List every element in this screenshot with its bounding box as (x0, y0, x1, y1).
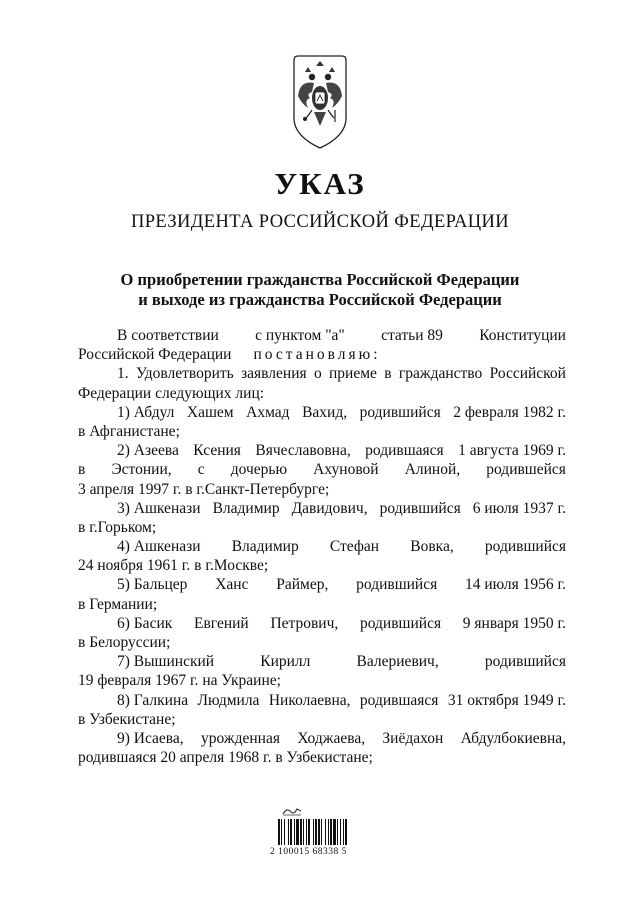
decree-text-segment: 7) Вышинский (117, 653, 215, 671)
decree-text-segment: с пунктом "а" (255, 327, 345, 344)
decree-text-segment: 9 января 1950 г. (462, 614, 566, 632)
decree-text-segment: 5) Бальцер (117, 576, 188, 594)
document-title: УКАЗ (274, 166, 366, 201)
decree-text-segment: Вячеславовна, (255, 442, 351, 460)
decree-text-segment: родившаяся (365, 442, 444, 460)
decree-text-line (78, 729, 566, 748)
decree-text-segment: 2 февраля 1982 г. (453, 403, 566, 421)
decree-body (78, 326, 566, 767)
decree-text-segment: 3 апреля 1997 г. в г.Санкт-Петербурге; (78, 480, 330, 498)
decree-text-line (78, 480, 566, 499)
decree-text-segment: в Узбекистане; (78, 710, 176, 728)
decree-text-line (78, 575, 566, 594)
decree-text-segment: в (78, 461, 86, 479)
decree-text-segment: родившаяся 20 апреля 1968 г. в Узбекистане; (78, 749, 373, 767)
decree-text-segment: родившийся (484, 538, 566, 556)
decree-text-segment: родившийся (359, 403, 441, 421)
decree-text-segment: 1 августа 1969 г. (458, 442, 566, 460)
decree-text-segment: Ахмад (246, 403, 290, 421)
decree-text-segment: 3) Ашкенази (117, 499, 201, 517)
decree-text-line (78, 556, 566, 575)
decree-text-segment: 31 октября 1949 г. (447, 691, 566, 709)
decree-text-segment: родившийся (379, 499, 461, 517)
state-emblem-icon (288, 52, 352, 152)
decree-text-line (78, 652, 566, 671)
decree-text-line (78, 537, 566, 556)
decree-text-segment: 1) Абдул (117, 403, 175, 421)
decree-text-segment: Евгений (194, 614, 249, 632)
decree-text-line (78, 671, 566, 690)
decree-text-segment: Ханс (215, 576, 249, 594)
registration-mark-icon (282, 806, 302, 816)
decree-text-segment: в (384, 365, 392, 383)
decree-text-segment: 14 июля 1956 г. (465, 576, 566, 594)
decree-text-segment: 4) Ашкенази (117, 538, 201, 556)
decree-text-line (78, 710, 566, 729)
decree-text-segment: 2) Азеева (117, 442, 179, 460)
decree-text-line (78, 326, 566, 345)
decree-text-segment: Давидович, (291, 499, 368, 517)
decree-text-segment: родившийся (484, 653, 566, 671)
decree-text-segment: Удовлетворить (135, 365, 234, 383)
decree-text-segment: Людмила (197, 691, 260, 709)
decree-text-segment: приеме (329, 365, 377, 383)
decree-text-segment: Конституции (479, 327, 566, 344)
decree-text-segment: 9) Исаева, (117, 729, 184, 747)
decree-text-segment: в г.Горьком; (78, 518, 157, 536)
document-subtitle: ПРЕЗИДЕНТА РОССИЙСКОЙ ФЕДЕРАЦИИ (130, 212, 510, 232)
decree-text-line (78, 633, 566, 652)
decree-text-segment: дочерью (230, 461, 288, 479)
decree-text-segment: Владимир (231, 538, 299, 556)
decree-text-segment: Абдулбокиевна, (460, 729, 566, 747)
decree-text-segment: Вовка, (410, 538, 454, 556)
decree-text-line (78, 345, 566, 364)
decree-text-segment: 6 июля 1937 г. (472, 499, 566, 517)
decree-text-segment: Зиёдахон (382, 729, 444, 747)
decree-text-line (78, 499, 566, 518)
decree-text-line (78, 460, 566, 479)
decree-text-segment: Федерации следующих лиц: (78, 384, 265, 402)
decree-text-segment: Ксения (193, 442, 241, 460)
decree-text-segment: Алиной, (404, 461, 461, 479)
decree-text-segment: родившийся (356, 576, 438, 594)
decree-text-segment: В соответствии (117, 327, 219, 344)
decree-text-line (78, 403, 566, 422)
decree-text-segment: Российской Федерации (78, 346, 232, 364)
decree-text-segment: родившейся (486, 461, 566, 479)
decree-text-segment: заявления (241, 365, 307, 383)
decree-text-line (78, 384, 566, 403)
decree-text-segment: Николаевна, (268, 691, 351, 709)
decree-text-segment: Кирилл (260, 653, 311, 671)
decree-text-segment: Стефан (329, 538, 380, 556)
decree-text-segment: Ахуновой (313, 461, 379, 479)
decree-heading (0, 270, 640, 310)
decree-text-line (78, 364, 566, 383)
decree-text-segment: родившийся (359, 614, 442, 632)
decree-text-segment: Эстонии, (111, 461, 172, 479)
decree-text-line (78, 748, 566, 767)
decree-text-segment: Российской (489, 365, 566, 383)
decree-text-segment: 6) Басик (117, 614, 173, 632)
barcode-number: 2 100015 68338 5 (270, 847, 347, 857)
decree-text-segment: Владимир (212, 499, 280, 517)
decree-text-segment: Ходжаева, (297, 729, 366, 747)
decree-text-segment: с (197, 461, 205, 479)
decree-text-line (78, 422, 566, 441)
decree-text-segment: Хашем (186, 403, 234, 421)
decree-text-segment: Валериевич, (356, 653, 439, 671)
decree-text-segment: в Белоруссии; (78, 634, 171, 651)
decree-text-segment: 1. (117, 365, 129, 383)
decree-text-line (78, 441, 566, 460)
barcode-icon (278, 819, 376, 845)
decree-text-line (78, 691, 566, 710)
decree-text-segment: 8) Галкина (117, 691, 189, 709)
decree-text-line (78, 614, 566, 633)
decree-text-segment: Вахид, (302, 403, 348, 421)
decree-text-segment: гражданство (398, 365, 483, 383)
decree-text-segment: родившаяся (359, 691, 439, 709)
decree-heading-line: О приобретении гражданства Российской Федерации (120, 270, 520, 289)
decree-text-segment: в Афганистане; (78, 422, 180, 440)
decree-heading-line: и выходе из гражданства Российской Федерации (138, 290, 502, 309)
decree-text-segment: 19 февраля 1967 г. на Украине; (78, 672, 281, 690)
decree-text-segment: Раймер, (276, 576, 329, 594)
decree-text-segment: 24 ноября 1961 г. в г.Москве; (78, 557, 269, 575)
decree-text-segment: урожденная (201, 729, 280, 747)
decree-text-segment: статьи 89 (381, 327, 443, 344)
decree-text-segment: о (313, 365, 322, 383)
decree-text-line (78, 518, 566, 537)
decree-text-segment: постановляю: (253, 346, 381, 364)
decree-text-segment: Петрович, (270, 614, 339, 632)
decree-text-segment: в Германии; (78, 595, 158, 613)
decree-text-line (78, 595, 566, 614)
